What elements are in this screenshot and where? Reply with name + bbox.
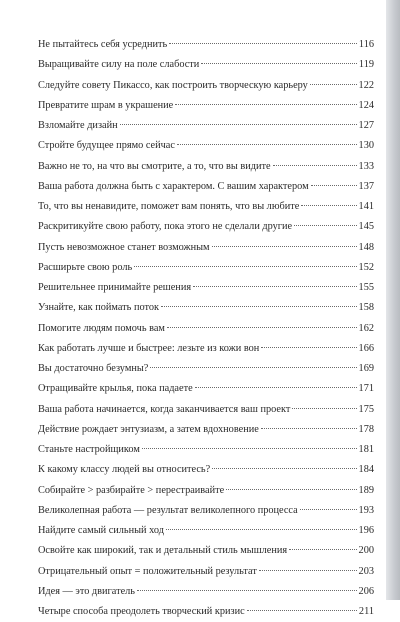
dot-leader: [161, 306, 357, 307]
dot-leader: [300, 509, 357, 510]
toc-entry-title: Найдите самый сильный ход: [38, 525, 164, 536]
toc-entry-page-number: 211: [358, 606, 374, 617]
dot-leader: [311, 185, 357, 186]
toc-entry: [38, 582, 374, 602]
dot-leader: [142, 448, 357, 449]
toc-entry-page-number: 184: [358, 464, 374, 476]
dot-leader: [167, 327, 357, 328]
toc-entry: [38, 319, 374, 339]
toc-entry-page-number: 162: [358, 322, 374, 334]
toc-entry-page-number: 203: [358, 565, 374, 577]
toc-entry: [38, 258, 374, 278]
dot-leader: [201, 63, 357, 64]
toc-entry-page-number: 145: [358, 221, 374, 233]
toc-entry-page-number: 116: [358, 39, 374, 50]
dot-leader: [259, 570, 357, 571]
toc-entry-page-number: 178: [358, 423, 374, 435]
toc-entry-page-number: 137: [358, 180, 374, 192]
toc-entry: [38, 76, 374, 96]
dot-leader: [226, 489, 356, 490]
dot-leader: [273, 165, 357, 166]
dot-leader: [261, 347, 356, 348]
toc-entry-title: Идея — это двигатель: [38, 585, 135, 597]
toc-entry-page-number: 141: [358, 201, 374, 212]
toc-entry-title: Важно не то, на что вы смотрите, а то, что вы видите: [38, 160, 271, 172]
dot-leader: [247, 610, 357, 611]
toc-entry-page-number: 122: [358, 79, 374, 91]
toc-entry-title: Собирайте > разбирайте > перестраивайте: [38, 484, 225, 496]
toc-entry-title: Четыре способа преодолеть творческий кризис: [38, 606, 245, 617]
toc-entry-page-number: 169: [358, 363, 374, 374]
toc-entry-title: Взломайте дизайн: [38, 120, 118, 131]
toc-entry: [38, 400, 374, 420]
toc-entry-title: Не пытайтесь себя усреднить: [38, 39, 168, 50]
toc-entry-page-number: 155: [358, 282, 374, 293]
toc-entry-page-number: 200: [358, 545, 374, 557]
toc-entry: [38, 501, 374, 521]
dot-leader: [134, 266, 356, 267]
toc-entry-page-number: 133: [358, 160, 374, 172]
dot-leader: [175, 104, 356, 105]
dot-leader: [169, 43, 357, 44]
toc-entry-page-number: 152: [358, 261, 374, 273]
toc-entry-title: К какому классу людей вы относитесь?: [38, 464, 211, 476]
toc-entry-page-number: 171: [358, 383, 374, 395]
toc-entry-title: Пусть невозможное станет возможным: [38, 241, 210, 253]
toc-entry-page-number: 127: [358, 120, 374, 131]
toc-entry: [38, 481, 374, 501]
toc-entry: [38, 197, 374, 217]
toc-entry: [38, 339, 374, 359]
toc-entry-title: Как работать лучше и быстрее: лезьте из кожи вон: [38, 342, 260, 354]
toc-entry: [38, 157, 374, 177]
toc-entry-page-number: 193: [358, 504, 374, 516]
toc-entry-title: Отрицательный опыт = положительный результат: [38, 565, 257, 577]
toc-entry-title: Ваша работа должна быть с характером. С вашим характером: [38, 180, 309, 192]
page-edge-shadow: [386, 0, 400, 600]
toc-entry: [38, 541, 374, 561]
dot-leader: [195, 387, 357, 388]
dot-leader: [289, 549, 356, 550]
dot-leader: [301, 205, 356, 206]
toc-entry-page-number: 189: [358, 484, 374, 496]
toc-entry-page-number: 166: [358, 342, 374, 354]
toc-entry-title: Выращивайте силу на поле слабости: [38, 59, 200, 71]
toc-entry: [38, 217, 374, 237]
toc-entry-title: Узнайте, как поймать поток: [38, 302, 159, 314]
dot-leader: [212, 468, 356, 469]
dot-leader: [166, 529, 357, 530]
toc-entry: [38, 298, 374, 318]
toc-entry-title: Отращивайте крылья, пока падаете: [38, 383, 193, 395]
toc-entry-title: Вы достаточно безумны?: [38, 363, 149, 374]
toc-entry: [38, 55, 374, 75]
toc-entry-page-number: 181: [358, 444, 374, 455]
toc-entry: [38, 521, 374, 541]
dot-leader: [310, 84, 357, 85]
toc-entry-title: Освойте как широкий, так и детальный стиль мышления: [38, 545, 288, 557]
toc-entry-title: Станьте настройщиком: [38, 444, 140, 455]
dot-leader: [120, 124, 357, 125]
toc-entry: [38, 238, 374, 258]
toc-entry-page-number: 196: [358, 525, 374, 536]
toc-entry-page-number: 119: [358, 59, 374, 71]
toc-entry-title: Раскритикуйте свою работу, пока этого не сделали другие: [38, 221, 293, 233]
toc-entry: [38, 177, 374, 197]
dot-leader: [261, 428, 357, 429]
toc-entry-page-number: 124: [358, 99, 374, 111]
dot-leader: [193, 286, 356, 287]
dot-leader: [292, 408, 356, 409]
dot-leader: [212, 246, 357, 247]
toc-entry-title: Следуйте совету Пикассо, как построить творческую карьеру: [38, 79, 308, 91]
toc-entry-title: То, что вы ненавидите, поможет вам понять, что вы любите: [38, 201, 300, 212]
toc-entry-title: Помогите людям помочь вам: [38, 322, 165, 334]
toc-entry-page-number: 206: [358, 585, 374, 597]
toc-entry-page-number: 130: [358, 140, 374, 152]
toc-entry: [38, 116, 374, 136]
dot-leader: [150, 367, 356, 368]
toc-entry-title: Стройте будущее прямо сейчас: [38, 140, 175, 152]
toc-entry: [38, 359, 374, 379]
toc-entry: [38, 278, 374, 298]
toc-entry: [38, 96, 374, 116]
toc-entry: [38, 440, 374, 460]
dot-leader: [177, 144, 357, 145]
toc-entry: [38, 420, 374, 440]
toc-entry-page-number: 158: [358, 302, 374, 314]
toc-entry-title: Ваша работа начинается, когда заканчивается ваш проект: [38, 403, 291, 415]
toc-entry-title: Действие рождает энтузиазм, а затем вдохновение: [38, 423, 259, 435]
toc-entry-title: Превратите шрам в украшение: [38, 99, 174, 111]
toc-entry-page-number: 175: [358, 403, 374, 415]
toc-entry: [38, 35, 374, 55]
dot-leader: [137, 590, 357, 591]
toc-entry-title: Расширьте свою роль: [38, 261, 133, 273]
table-of-contents: [38, 35, 374, 622]
toc-entry: [38, 136, 374, 156]
toc-entry-title: Великолепная работа — результат великолепного процесса: [38, 504, 298, 516]
toc-entry: [38, 602, 374, 622]
toc-entry-page-number: 148: [358, 241, 374, 253]
toc-entry-title: Решительнее принимайте решения: [38, 282, 192, 293]
toc-entry: [38, 562, 374, 582]
toc-entry: [38, 460, 374, 480]
dot-leader: [294, 225, 356, 226]
toc-entry: [38, 379, 374, 399]
